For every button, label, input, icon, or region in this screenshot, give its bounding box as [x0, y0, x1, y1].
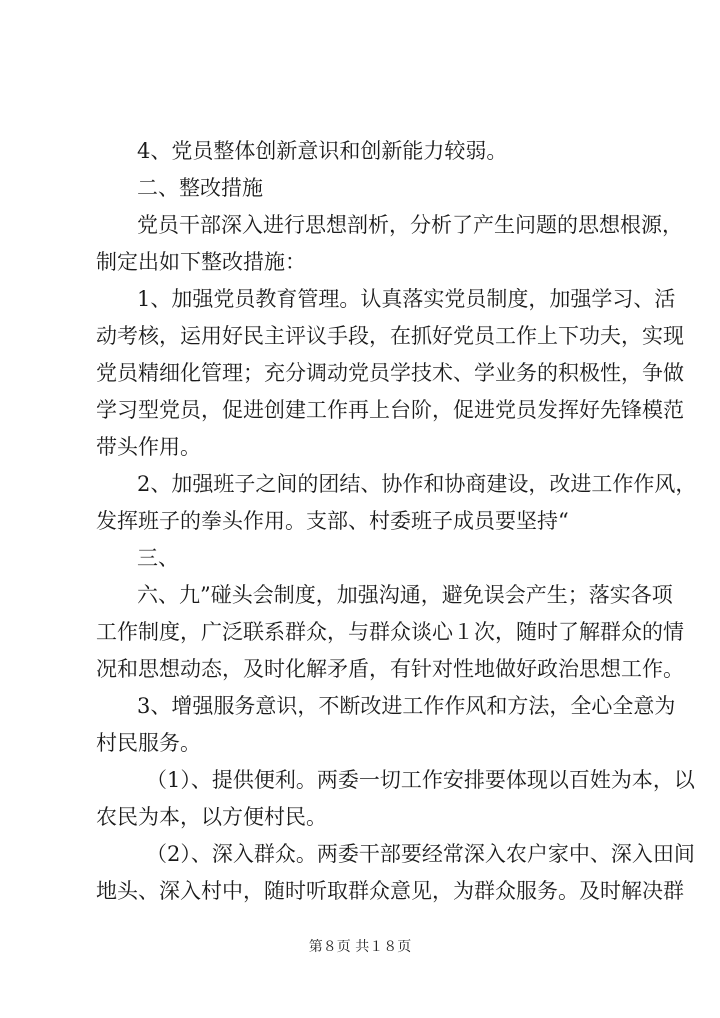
text-line: 三、 — [137, 546, 179, 570]
text-line: 地头、深入村中，随时听取群众意见，为群众服务。及时解决群 — [96, 879, 684, 903]
text-line: 3、增强服务意识，不断改进工作作风和方法，全心全意为 — [137, 694, 676, 718]
section-heading: 二、整改措施 — [137, 176, 263, 200]
text-line: 工作制度，广泛联系群众，与群众谈心１次，随时了解群众的情 — [96, 620, 684, 644]
text-line: 1、加强党员教育管理。认真落实党员制度，加强学习、活 — [137, 287, 676, 311]
text-line: （1）、提供便利。两委一切工作安排要体现以百姓为本，以 — [146, 768, 695, 792]
text-line: 动考核，运用好民主评议手段，在抓好党员工作上下功夫，实现 — [96, 324, 684, 348]
text-line: 党员干部深入进行思想剖析，分析了产生问题的思想根源， — [137, 213, 683, 237]
text-line: 农民为本，以方便村民。 — [96, 805, 327, 829]
text-line: 带头作用。 — [96, 435, 201, 459]
text-line: （2）、深入群众。两委干部要经常深入农户家中、深入田间 — [146, 842, 695, 866]
text-line: 发挥班子的拳头作用。支部、村委班子成员要坚持“ — [96, 509, 569, 533]
text-line: 六、九”碰头会制度，加强沟通，避免误会产生；落实各项 — [137, 583, 673, 607]
text-line: 况和思想动态，及时化解矛盾，有针对性地做好政治思想工作。 — [96, 657, 684, 681]
page-number-footer: 第８页 共１８页 — [308, 939, 412, 955]
text-line: 党员精细化管理；充分调动党员学技术、学业务的积极性，争做 — [96, 361, 684, 385]
text-line: 村民服务。 — [96, 731, 201, 755]
text-line: 学习型党员，促进创建工作再上台阶，促进党员发挥好先锋模范 — [96, 398, 684, 422]
text-line: 2、加强班子之间的团结、协作和协商建设，改进工作作风， — [137, 472, 697, 496]
text-line: 制定出如下整改措施： — [96, 250, 306, 274]
text-line: 4、党员整体创新意识和创新能力较弱。 — [137, 139, 508, 163]
